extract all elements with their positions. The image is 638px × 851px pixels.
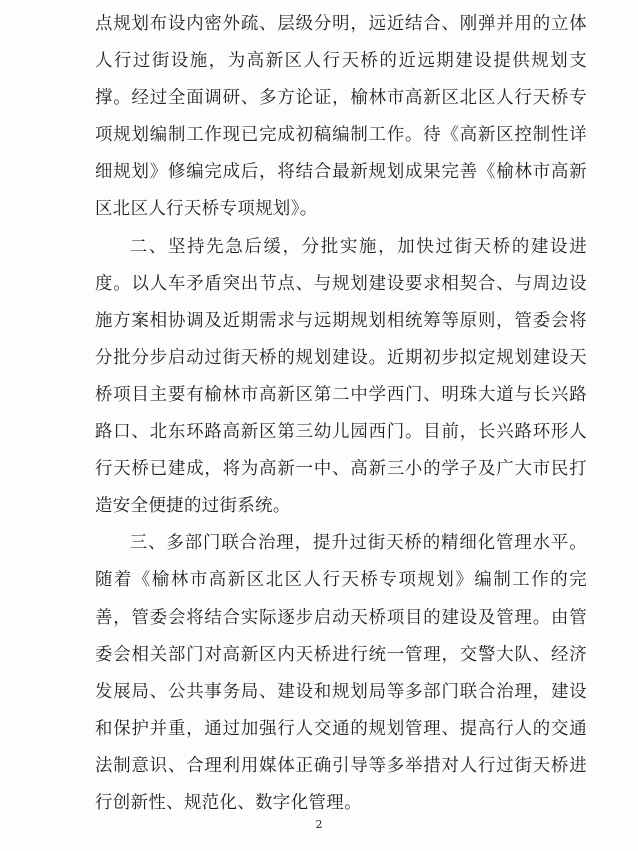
paragraph-item-three: 三、多部门联合治理，提升过街天桥的精细化管理水平。随着《榆林市高新区北区人行天桥专项规划》编制工作的完善，管委会将结合实际逐步启动天桥项目的建设及管理。由管委会相关部门对高新区内天桥进行统一管理，交警大队、经济发展局、公共事务局、建设和规划局等多部门联合治理，建设和保护并重，通过加强行人交通的规划管理、提高行人的交通法制意识、合理利用媒体正确引导等多举措对人行过街天桥进行创新性、规范化、数字化管理。 (95, 533, 587, 813)
page-number: 2 (315, 818, 323, 831)
paragraph-item-two: 二、坚持先急后缓，分批实施，加快过街天桥的建设进度。以人车矛盾突出节点、与规划建设要求相契合、与周边设施方案相协调及近期需求与远期规划相统筹等原则，管委会将分批分步启动过街天桥的规划建设。近期初步拟定规划建设天桥项目主要有榆林市高新区第二中学西门、明珠大道与长兴路路口、北东环路高新区第三幼儿园西门。目前，长兴路环形人行天桥已建成，将为高新一中、高新三小的学子及广大市民打造安全便捷的过街系统。 (95, 236, 587, 517)
body-text (95, 6, 587, 822)
paragraph-continued: 点规划布设内密外疏、层级分明，远近结合、刚弹并用的立体人行过街设施，为高新区人行天桥的近远期建设提供规划支撑。经过全面调研、多方论证，榆林市高新区北区人行天桥专项规划编制工作现已完成初稿编制工作。待《高新区控制性详细规划》修编完成后，将结合最新规划成果完善《榆林市高新区北区人行天桥专项规划》。 (95, 14, 587, 220)
